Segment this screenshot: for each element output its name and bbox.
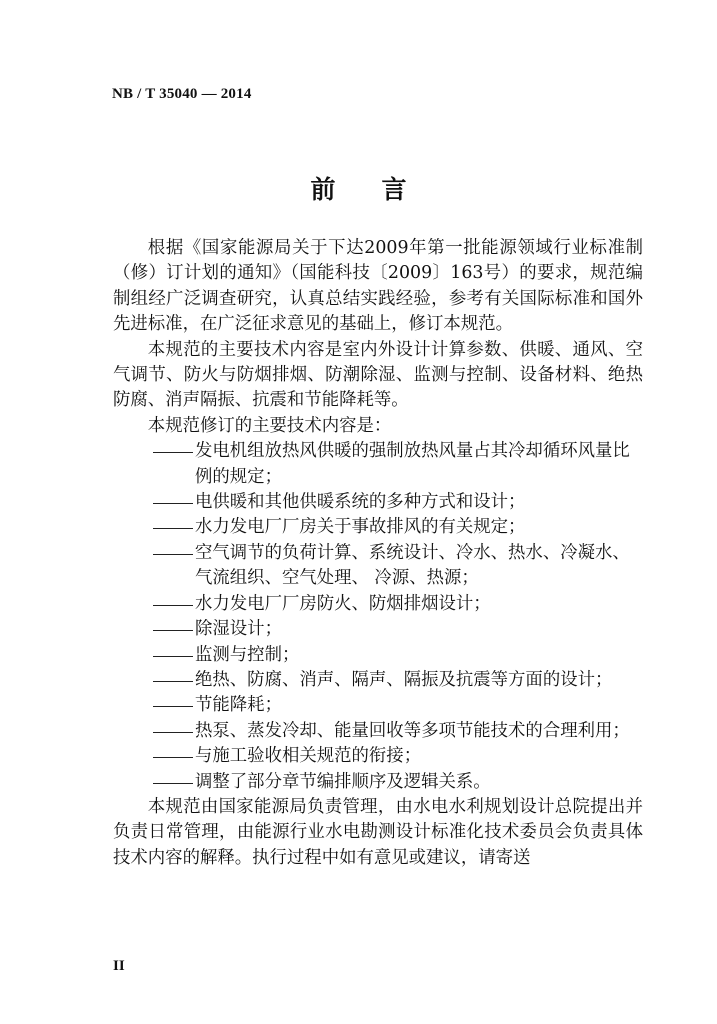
- list-item: [113, 668, 643, 693]
- list-item: [113, 744, 643, 769]
- list-item: [113, 617, 643, 642]
- list-item: [113, 643, 643, 668]
- list-item-text: 空气调节的负荷计算、系统设计、冷水、热水、冷凝水、气流组织、空气处理、 冷源、热源；: [195, 542, 630, 589]
- list-item-text: 电供暖和其他供暖系统的多种方式和设计；: [195, 492, 526, 513]
- list-item: [113, 592, 643, 617]
- paragraph-basis: 根据《国家能源局关于下达2009年第一批能源领域行业标准制（修）订计划的通知》（国能科技〔2009〕163号）的要求，规范编制组经广泛调查研究，认真总结实践经验，参考有关国际标准和国外先进标准，在广泛征求意见的基础上，修订本规范。: [113, 238, 643, 335]
- list-item: [113, 770, 643, 795]
- list-item-text: 节能降耗；: [195, 695, 282, 716]
- document-body: [113, 236, 643, 871]
- list-item-text: 监测与控制；: [195, 644, 300, 665]
- list-item: [113, 541, 643, 592]
- list-item-text: 发电机组放热风供暖的强制放热风量占其冷却循环风量比例的规定；: [195, 441, 630, 487]
- list-item: [113, 490, 643, 515]
- list-item-text: 调整了部分章节编排顺序及逻辑关系。: [195, 771, 491, 792]
- list-item-text: 绝热、防腐、消声、隔声、隔振及抗震等方面的设计；: [195, 669, 613, 690]
- paragraph-main-content: 本规范的主要技术内容是室内外设计计算参数、供暖、通风、空气调节、防火与防烟排烟、防潮除湿、监测与控制、设备材料、绝热防腐、消声隔振、抗震和节能降耗等。: [113, 339, 643, 411]
- list-item: [113, 515, 643, 540]
- list-item-text: 水力发电厂厂房关于事故排风的有关规定；: [195, 517, 526, 538]
- paragraph-revision-intro: 本规范修订的主要技术内容是：: [147, 415, 392, 436]
- page-number: II: [113, 958, 125, 974]
- list-item-text: 热泵、蒸发冷却、能量回收等多项节能技术的合理利用；: [195, 720, 630, 741]
- list-item-text: 除湿设计；: [195, 619, 282, 640]
- list-item: [113, 693, 643, 718]
- list-item-text: 水力发电厂厂房防火、防烟排烟设计；: [195, 593, 491, 614]
- paragraph-management: 本规范由国家能源局负责管理，由水电水利规划设计总院提出并负责日常管理，由能源行业水电勘测设计标准化技术委员会负责具体技术内容的解释。执行过程中如有意见或建议，请寄送: [113, 796, 643, 868]
- list-item: [113, 719, 643, 744]
- page-title: 前言: [310, 175, 453, 204]
- standard-code: NB / T 35040 — 2014: [112, 86, 252, 102]
- list-item-text: 与施工验收相关规范的衔接；: [195, 746, 422, 767]
- revision-list: [113, 439, 643, 795]
- list-item: [113, 439, 643, 490]
